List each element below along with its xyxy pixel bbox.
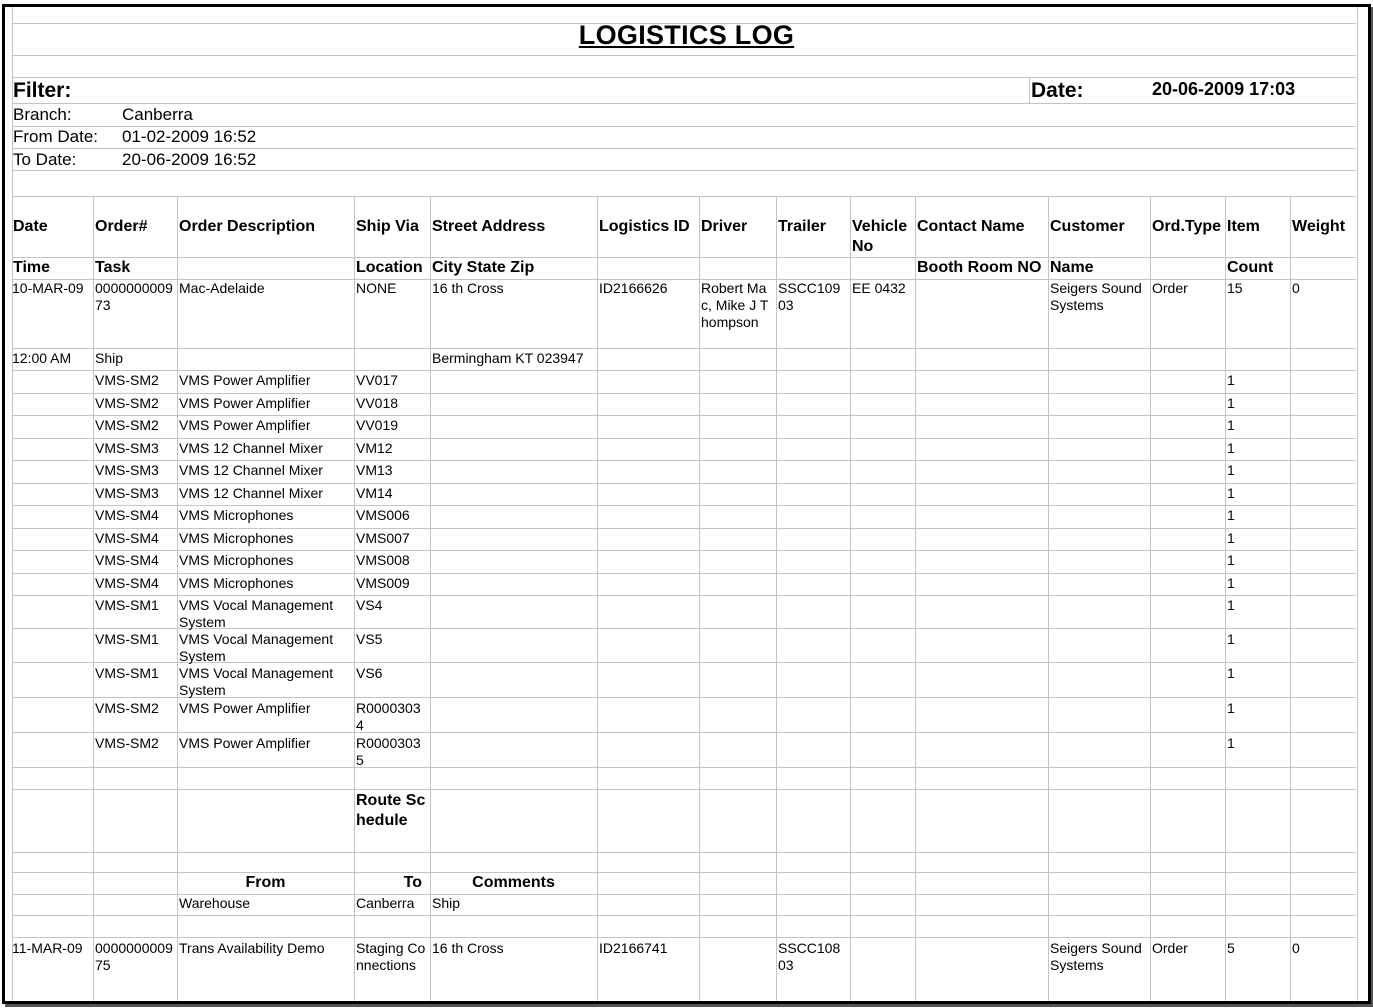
order-description: Trans Availability Demo bbox=[179, 940, 325, 956]
item-count: 1 bbox=[1227, 507, 1235, 523]
route-from-value: Warehouse bbox=[179, 895, 251, 911]
item-count: 1 bbox=[1227, 440, 1235, 456]
item-location: VS5 bbox=[356, 631, 383, 647]
item-description: VMS 12 Channel Mixer bbox=[179, 485, 323, 501]
order-number: 000000000975 bbox=[95, 940, 173, 973]
item-code: VMS-SM4 bbox=[95, 507, 159, 523]
item-count: 1 bbox=[1227, 665, 1235, 681]
logistics-id: ID2166626 bbox=[599, 280, 668, 296]
col-header-order-description: Order Description bbox=[179, 218, 316, 235]
item-count: 1 bbox=[1227, 485, 1235, 501]
col-header-time: Time bbox=[13, 259, 51, 276]
col-header-customer: Customer bbox=[1050, 218, 1125, 235]
col-header-ship-via: Ship Via bbox=[356, 218, 419, 235]
filter-label: Filter: bbox=[13, 79, 72, 102]
logistics-id: ID2166741 bbox=[599, 940, 668, 956]
col-header-logistics-id: Logistics ID bbox=[599, 218, 690, 235]
item-description: VMS Power Amplifier bbox=[179, 395, 311, 411]
to-date-value: 20-06-2009 16:52 bbox=[122, 150, 257, 169]
trailer: SSCC10803 bbox=[778, 940, 841, 973]
item-count: 1 bbox=[1227, 597, 1235, 613]
order-date: 10-MAR-09 bbox=[12, 280, 84, 296]
route-comments-value: Ship bbox=[432, 895, 461, 911]
col-header-vehicle-no: Vehicle No bbox=[852, 218, 908, 255]
route-schedule-heading: Route Schedule bbox=[356, 792, 426, 829]
item-code: VMS-SM4 bbox=[95, 552, 159, 568]
street-address: 16 th Cross bbox=[432, 940, 504, 956]
logistics-log-sheet bbox=[2, 4, 1371, 1004]
col-header-driver: Driver bbox=[701, 218, 748, 235]
col-header-weight: Weight bbox=[1292, 218, 1346, 235]
from-date-label: From Date: bbox=[13, 127, 99, 146]
item-description: VMS Microphones bbox=[179, 552, 294, 568]
item-location: VV017 bbox=[356, 372, 399, 388]
item-location: VMS007 bbox=[356, 530, 410, 546]
item-count: 1 bbox=[1227, 462, 1235, 478]
col-header-name: Name bbox=[1050, 259, 1094, 276]
item-code: VMS-SM1 bbox=[95, 631, 159, 647]
order-description: Mac-Adelaide bbox=[179, 280, 265, 296]
item-location: VS4 bbox=[356, 597, 383, 613]
item-description: VMS Power Amplifier bbox=[179, 372, 311, 388]
weight: 0 bbox=[1292, 940, 1300, 956]
city-state-zip: Bermingham KT 023947 bbox=[432, 350, 584, 366]
branch-value: Canberra bbox=[122, 105, 193, 124]
item-location: VMS008 bbox=[356, 552, 410, 568]
item-code: VMS-SM1 bbox=[95, 665, 159, 681]
item-code: VMS-SM2 bbox=[95, 700, 159, 716]
item-description: VMS Microphones bbox=[179, 575, 294, 591]
item-code: VMS-SM3 bbox=[95, 485, 159, 501]
item-location: R00003035 bbox=[356, 735, 421, 768]
item-location: VMS006 bbox=[356, 507, 410, 523]
report-date: 20-06-2009 17:03 bbox=[1152, 79, 1296, 99]
ship-via: NONE bbox=[356, 280, 397, 296]
item-description: VMS Vocal Management System bbox=[179, 597, 334, 630]
col-header-booth-room-no: Booth Room NO bbox=[917, 259, 1042, 276]
item-code: VMS-SM4 bbox=[95, 530, 159, 546]
item-location: VM14 bbox=[356, 485, 393, 501]
item-code: VMS-SM3 bbox=[95, 462, 159, 478]
route-from-label: From bbox=[245, 874, 286, 891]
item-code: VMS-SM1 bbox=[95, 597, 159, 613]
vehicle-no: EE 0432 bbox=[852, 280, 906, 296]
col-header-task: Task bbox=[95, 259, 131, 276]
item-code: VMS-SM2 bbox=[95, 417, 159, 433]
ship-via: Staging Connections bbox=[356, 940, 426, 973]
col-header-item: Item bbox=[1227, 218, 1260, 235]
route-comments-label: Comments bbox=[472, 874, 555, 891]
item-description: VMS 12 Channel Mixer bbox=[179, 440, 323, 456]
col-header-order-no: Order# bbox=[95, 218, 148, 235]
item-description: VMS Vocal Management System bbox=[179, 631, 334, 664]
item-location: VV019 bbox=[356, 417, 399, 433]
customer-name: Seigers Sound Systems bbox=[1050, 280, 1142, 313]
item-description: VMS Microphones bbox=[179, 530, 294, 546]
trailer: SSCC10903 bbox=[778, 280, 841, 313]
item-count: 1 bbox=[1227, 530, 1235, 546]
date-label: Date: bbox=[1031, 79, 1084, 102]
item-location: R00003034 bbox=[356, 700, 421, 733]
item-count: 1 bbox=[1227, 631, 1235, 647]
item-code: VMS-SM2 bbox=[95, 735, 159, 751]
item-count: 1 bbox=[1227, 372, 1235, 388]
item-count: 15 bbox=[1227, 280, 1243, 296]
weight: 0 bbox=[1292, 280, 1300, 296]
col-header-contact-name: Contact Name bbox=[917, 218, 1025, 235]
item-location: VS6 bbox=[356, 665, 383, 681]
item-location: VMS009 bbox=[356, 575, 410, 591]
item-count: 1 bbox=[1227, 552, 1235, 568]
driver-names: Robert Mac, Mike J Thompson bbox=[701, 280, 769, 330]
route-to-label: To bbox=[403, 874, 422, 891]
item-code: VMS-SM2 bbox=[95, 372, 159, 388]
branch-label: Branch: bbox=[13, 105, 72, 124]
item-location: VM13 bbox=[356, 462, 393, 478]
item-description: VMS Microphones bbox=[179, 507, 294, 523]
order-type: Order bbox=[1152, 280, 1188, 296]
col-header-trailer: Trailer bbox=[778, 218, 827, 235]
order-date: 11-MAR-09 bbox=[12, 940, 83, 956]
order-type: Order bbox=[1152, 940, 1188, 956]
item-description: VMS Power Amplifier bbox=[179, 417, 311, 433]
item-count: 1 bbox=[1227, 735, 1235, 751]
col-header-city-state-zip: City State Zip bbox=[432, 259, 535, 276]
customer-name: Seigers Sound Systems bbox=[1050, 940, 1142, 973]
col-header-count: Count bbox=[1227, 259, 1274, 276]
item-code: VMS-SM4 bbox=[95, 575, 159, 591]
item-description: VMS Vocal Management System bbox=[179, 665, 334, 698]
item-location: VV018 bbox=[356, 395, 399, 411]
order-time: 12:00 AM bbox=[12, 350, 72, 366]
item-count: 5 bbox=[1227, 940, 1235, 956]
item-description: VMS Power Amplifier bbox=[179, 735, 311, 751]
route-to-value: Canberra bbox=[356, 895, 415, 911]
report-title: LOGISTICS LOG bbox=[578, 20, 795, 50]
col-header-street-address: Street Address bbox=[432, 218, 546, 235]
col-header-location: Location bbox=[356, 259, 423, 276]
item-location: VM12 bbox=[356, 440, 393, 456]
item-count: 1 bbox=[1227, 575, 1235, 591]
item-description: VMS Power Amplifier bbox=[179, 700, 311, 716]
from-date-value: 01-02-2009 16:52 bbox=[122, 127, 257, 146]
street-address: 16 th Cross bbox=[432, 280, 504, 296]
col-header-date: Date bbox=[13, 218, 48, 235]
item-count: 1 bbox=[1227, 417, 1235, 433]
to-date-label: To Date: bbox=[13, 150, 77, 169]
item-code: VMS-SM2 bbox=[95, 395, 159, 411]
item-count: 1 bbox=[1227, 700, 1235, 716]
order-number: 000000000973 bbox=[95, 280, 173, 313]
col-header-ord-type: Ord.Type bbox=[1152, 218, 1222, 235]
item-code: VMS-SM3 bbox=[95, 440, 159, 456]
item-count: 1 bbox=[1227, 395, 1235, 411]
order-task: Ship bbox=[95, 350, 124, 366]
item-description: VMS 12 Channel Mixer bbox=[179, 462, 323, 478]
